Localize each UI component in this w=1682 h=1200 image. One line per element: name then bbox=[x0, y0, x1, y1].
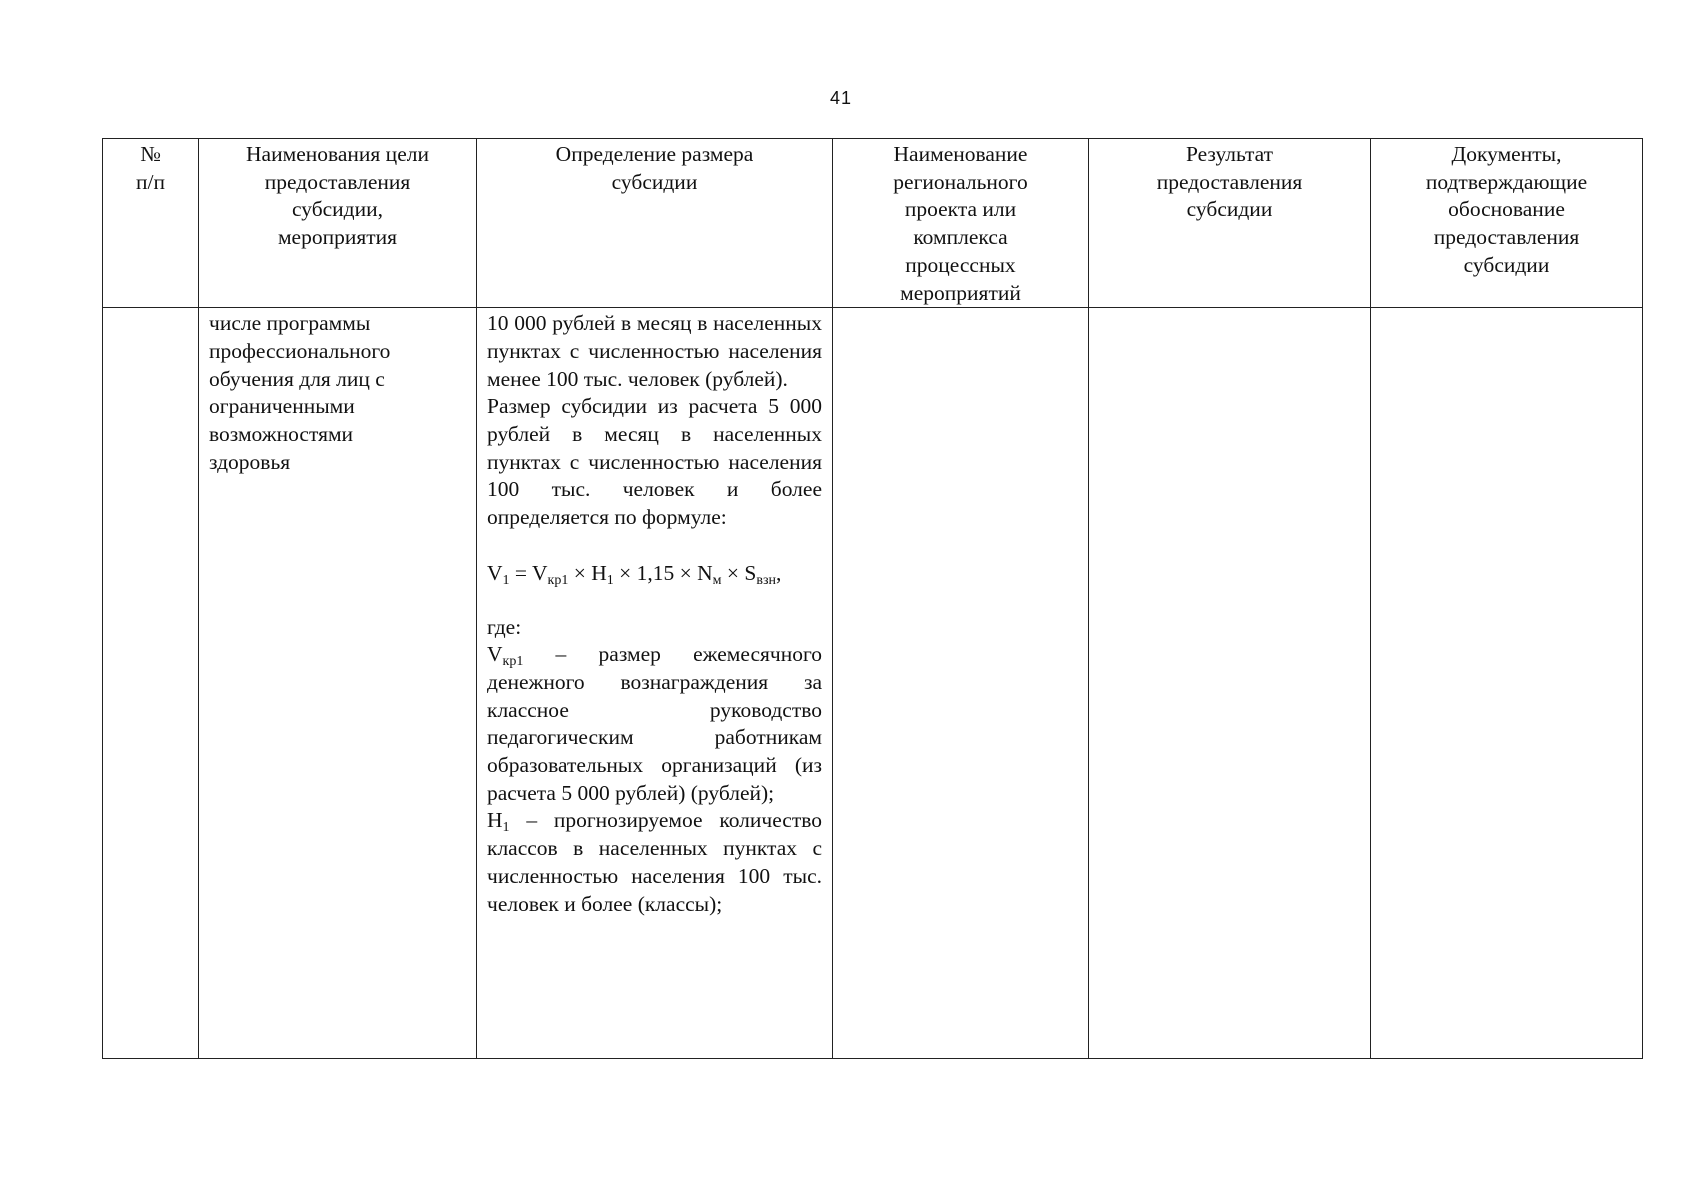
def2-sub: 1 bbox=[502, 820, 510, 836]
def2-text: – прогнозируемое количество классов в населенных пунктах с численностью населения 100 тыс. человек и более (классы); bbox=[487, 808, 822, 916]
formula-end: , bbox=[776, 560, 782, 585]
table-header-row bbox=[103, 139, 1643, 308]
header-project: Наименование регионального проекта или комплекса процессных мероприятий bbox=[833, 139, 1089, 308]
table-row bbox=[103, 308, 1643, 1059]
header-size: Определение размера субсидии bbox=[477, 139, 833, 308]
def1-sub: кр1 bbox=[502, 654, 524, 670]
header-goal: Наименования цели предоставления субсидии, мероприятия bbox=[199, 139, 477, 308]
where-label: где: bbox=[487, 614, 522, 639]
header-result: Результат предоставления субсидии bbox=[1089, 139, 1371, 308]
formula-rest: × 1,15 × N bbox=[613, 560, 713, 585]
cell-goal: числе программы профессионального обучения для лиц с ограниченными возможностями здоровья bbox=[199, 308, 477, 1059]
page-number: 41 bbox=[829, 88, 853, 108]
formula-times-s: × S bbox=[721, 560, 757, 585]
formula-v: V bbox=[487, 560, 503, 585]
cell-size bbox=[477, 308, 833, 1059]
header-num: № п/п bbox=[103, 139, 199, 308]
cell-num bbox=[103, 308, 199, 1059]
def1-text: – размер ежемесячного денежного вознаграждения за классное руководство педагогическим работникам образовательных организаций (из расчета 5 000 рублей) (рублей); bbox=[487, 642, 822, 805]
formula-times-h: × H bbox=[568, 560, 607, 585]
cell-docs bbox=[1371, 308, 1643, 1059]
formula-h-sub: 1 bbox=[606, 572, 614, 588]
cell-result bbox=[1089, 308, 1371, 1059]
formula-n-sub: м bbox=[712, 572, 722, 588]
formula-eq: = V bbox=[509, 560, 548, 585]
definition-vkp1 bbox=[487, 641, 822, 807]
formula-v-sub: 1 bbox=[502, 572, 510, 588]
size-paragraph-2: Размер субсидии из расчета 5 000 рублей в месяц в населенных пунктах с численностью населения 100 тыс. человек и более определяется по формуле: bbox=[487, 394, 822, 530]
formula-s-sub: взн bbox=[756, 572, 777, 588]
def1-symbol: V bbox=[487, 642, 503, 667]
size-paragraph-1: 10 000 рублей в месяц в населенных пунктах с численностью населения менее 100 тыс. человек (рублей). bbox=[487, 311, 822, 391]
cell-project bbox=[833, 308, 1089, 1059]
subsidy-formula bbox=[487, 560, 822, 588]
header-docs: Документы, подтверждающие обоснование предоставления субсидии bbox=[1371, 139, 1643, 308]
subsidy-table bbox=[102, 138, 1643, 1059]
formula-vkp-sub: кр1 bbox=[547, 572, 569, 588]
def2-symbol: H bbox=[487, 808, 503, 833]
definition-h1 bbox=[487, 807, 822, 918]
